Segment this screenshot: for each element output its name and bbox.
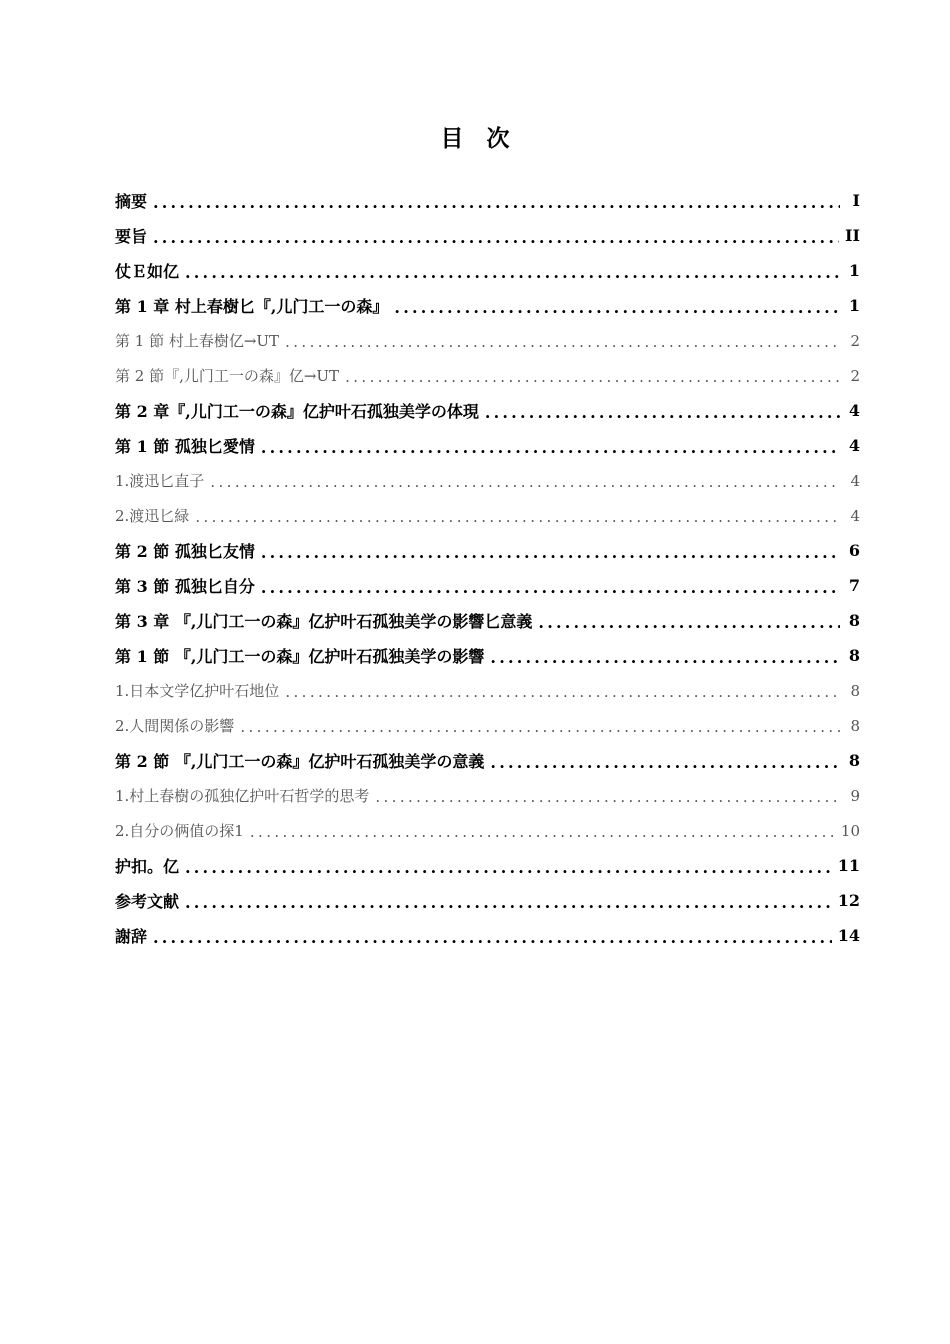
toc-entry-page-number: 7: [848, 576, 860, 595]
toc-entry[interactable]: [115, 498, 860, 533]
toc-entry-label: 第 1 章 村上春樹匕『,儿门工一の森』: [115, 297, 389, 316]
toc-dot-leader: [490, 648, 840, 667]
toc-dot-leader: [185, 893, 832, 912]
toc-entry[interactable]: [115, 253, 860, 288]
toc-dot-leader: [261, 543, 840, 562]
toc-dot-leader: [153, 928, 832, 947]
table-of-contents: [115, 183, 860, 953]
toc-entry[interactable]: [115, 813, 860, 848]
toc-entry-label: 1.渡迅匕直子: [115, 472, 205, 490]
toc-dot-leader: [153, 228, 839, 247]
toc-dot-leader: [250, 823, 835, 841]
toc-entry[interactable]: [115, 323, 860, 358]
toc-entry[interactable]: [115, 568, 860, 603]
toc-dot-leader: [153, 193, 840, 212]
toc-dot-leader: [285, 683, 840, 701]
toc-entry[interactable]: [115, 883, 860, 918]
toc-dot-leader: [240, 718, 840, 736]
toc-dot-leader: [394, 298, 840, 317]
toc-entry-page-number: 2: [850, 331, 860, 350]
toc-entry-label: 摘要: [115, 192, 148, 211]
toc-entry-label: 第 3 節 孤独匕自分: [115, 577, 255, 596]
toc-dot-leader: [195, 508, 840, 526]
toc-dot-leader: [185, 858, 832, 877]
toc-entry-label: 第 2 章『,儿门工一の森』亿护叶石孤独美学の体現: [115, 402, 479, 421]
toc-entry-label: 2.人間関係の影響: [115, 717, 235, 735]
toc-dot-leader: [285, 333, 840, 351]
toc-entry-page-number: 1: [848, 261, 860, 280]
toc-dot-leader: [185, 263, 840, 282]
toc-entry-label: 1.日本文学亿护叶石地位: [115, 682, 280, 700]
toc-entry[interactable]: [115, 393, 860, 428]
toc-entry-label: 1.村上春樹の孤独亿护叶石哲学的思考: [115, 787, 370, 805]
toc-entry[interactable]: [115, 743, 860, 778]
toc-dot-leader: [261, 578, 840, 597]
toc-entry[interactable]: [115, 463, 860, 498]
toc-entry-label: 仗Ｅ如亿: [115, 262, 180, 281]
toc-entry[interactable]: [115, 673, 860, 708]
toc-entry-page-number: 9: [850, 786, 860, 805]
toc-entry[interactable]: [115, 848, 860, 883]
toc-entry[interactable]: [115, 533, 860, 568]
toc-entry-page-number: 14: [837, 926, 860, 945]
toc-dot-leader: [261, 438, 840, 457]
toc-entry-page-number: 12: [837, 891, 860, 910]
toc-dot-leader: [345, 368, 840, 386]
toc-entry-label: 2.自分の俩值の探1: [115, 822, 244, 840]
toc-entry-label: 第 1 節 『,儿门工一の森』亿护叶石孤独美学の影響: [115, 647, 485, 666]
toc-entry[interactable]: [115, 778, 860, 813]
toc-entry[interactable]: [115, 358, 860, 393]
toc-entry[interactable]: [115, 218, 860, 253]
toc-entry-page-number: 8: [848, 646, 860, 665]
toc-entry-label: 第 2 節『,儿门工一の森』亿→UT: [115, 367, 340, 385]
toc-entry[interactable]: [115, 288, 860, 323]
toc-entry-page-number: I: [852, 191, 860, 210]
toc-entry-label: 第 3 章 『,儿门工一の森』亿护叶石孤独美学の影響匕意義: [115, 612, 533, 631]
toc-entry-page-number: 2: [850, 366, 860, 385]
toc-entry-label: 2.渡迅匕緑: [115, 507, 190, 525]
toc-dot-leader: [210, 473, 840, 491]
toc-dot-leader: [485, 403, 840, 422]
toc-dot-leader: [375, 788, 840, 806]
toc-entry-page-number: 4: [848, 436, 860, 455]
toc-entry-page-number: 8: [848, 611, 860, 630]
toc-entry-label: 第 2 節 孤独匕友情: [115, 542, 255, 561]
toc-entry[interactable]: [115, 603, 860, 638]
toc-entry-label: 要旨: [115, 227, 148, 246]
toc-entry-page-number: 1: [848, 296, 860, 315]
toc-entry-page-number: 6: [848, 541, 860, 560]
toc-entry[interactable]: [115, 918, 860, 953]
toc-entry[interactable]: [115, 428, 860, 463]
toc-dot-leader: [490, 753, 840, 772]
toc-entry-label: 参考文献: [115, 892, 180, 911]
toc-entry-page-number: 4: [850, 506, 860, 525]
toc-entry-page-number: 8: [850, 716, 860, 735]
page-title: 目 次: [440, 125, 510, 152]
toc-entry-page-number: II: [845, 226, 860, 245]
toc-entry-page-number: 10: [840, 821, 860, 840]
toc-entry-label: 第 2 節 『,儿门工一の森』亿护叶石孤独美学の意義: [115, 752, 485, 771]
toc-entry-label: 第 1 節 孤独匕愛情: [115, 437, 255, 456]
toc-dot-leader: [538, 613, 840, 632]
toc-entry[interactable]: [115, 708, 860, 743]
toc-entry-page-number: 4: [848, 401, 860, 420]
toc-entry-page-number: 8: [850, 681, 860, 700]
toc-entry-label: 护扣。亿: [115, 857, 180, 876]
toc-entry-page-number: 8: [848, 751, 860, 770]
toc-entry[interactable]: [115, 183, 860, 218]
toc-entry-label: 謝辞: [115, 927, 148, 946]
toc-entry-label: 第 1 節 村上春樹亿→UT: [115, 332, 280, 350]
toc-entry[interactable]: [115, 638, 860, 673]
toc-entry-page-number: 11: [837, 856, 860, 875]
toc-entry-page-number: 4: [850, 471, 860, 490]
